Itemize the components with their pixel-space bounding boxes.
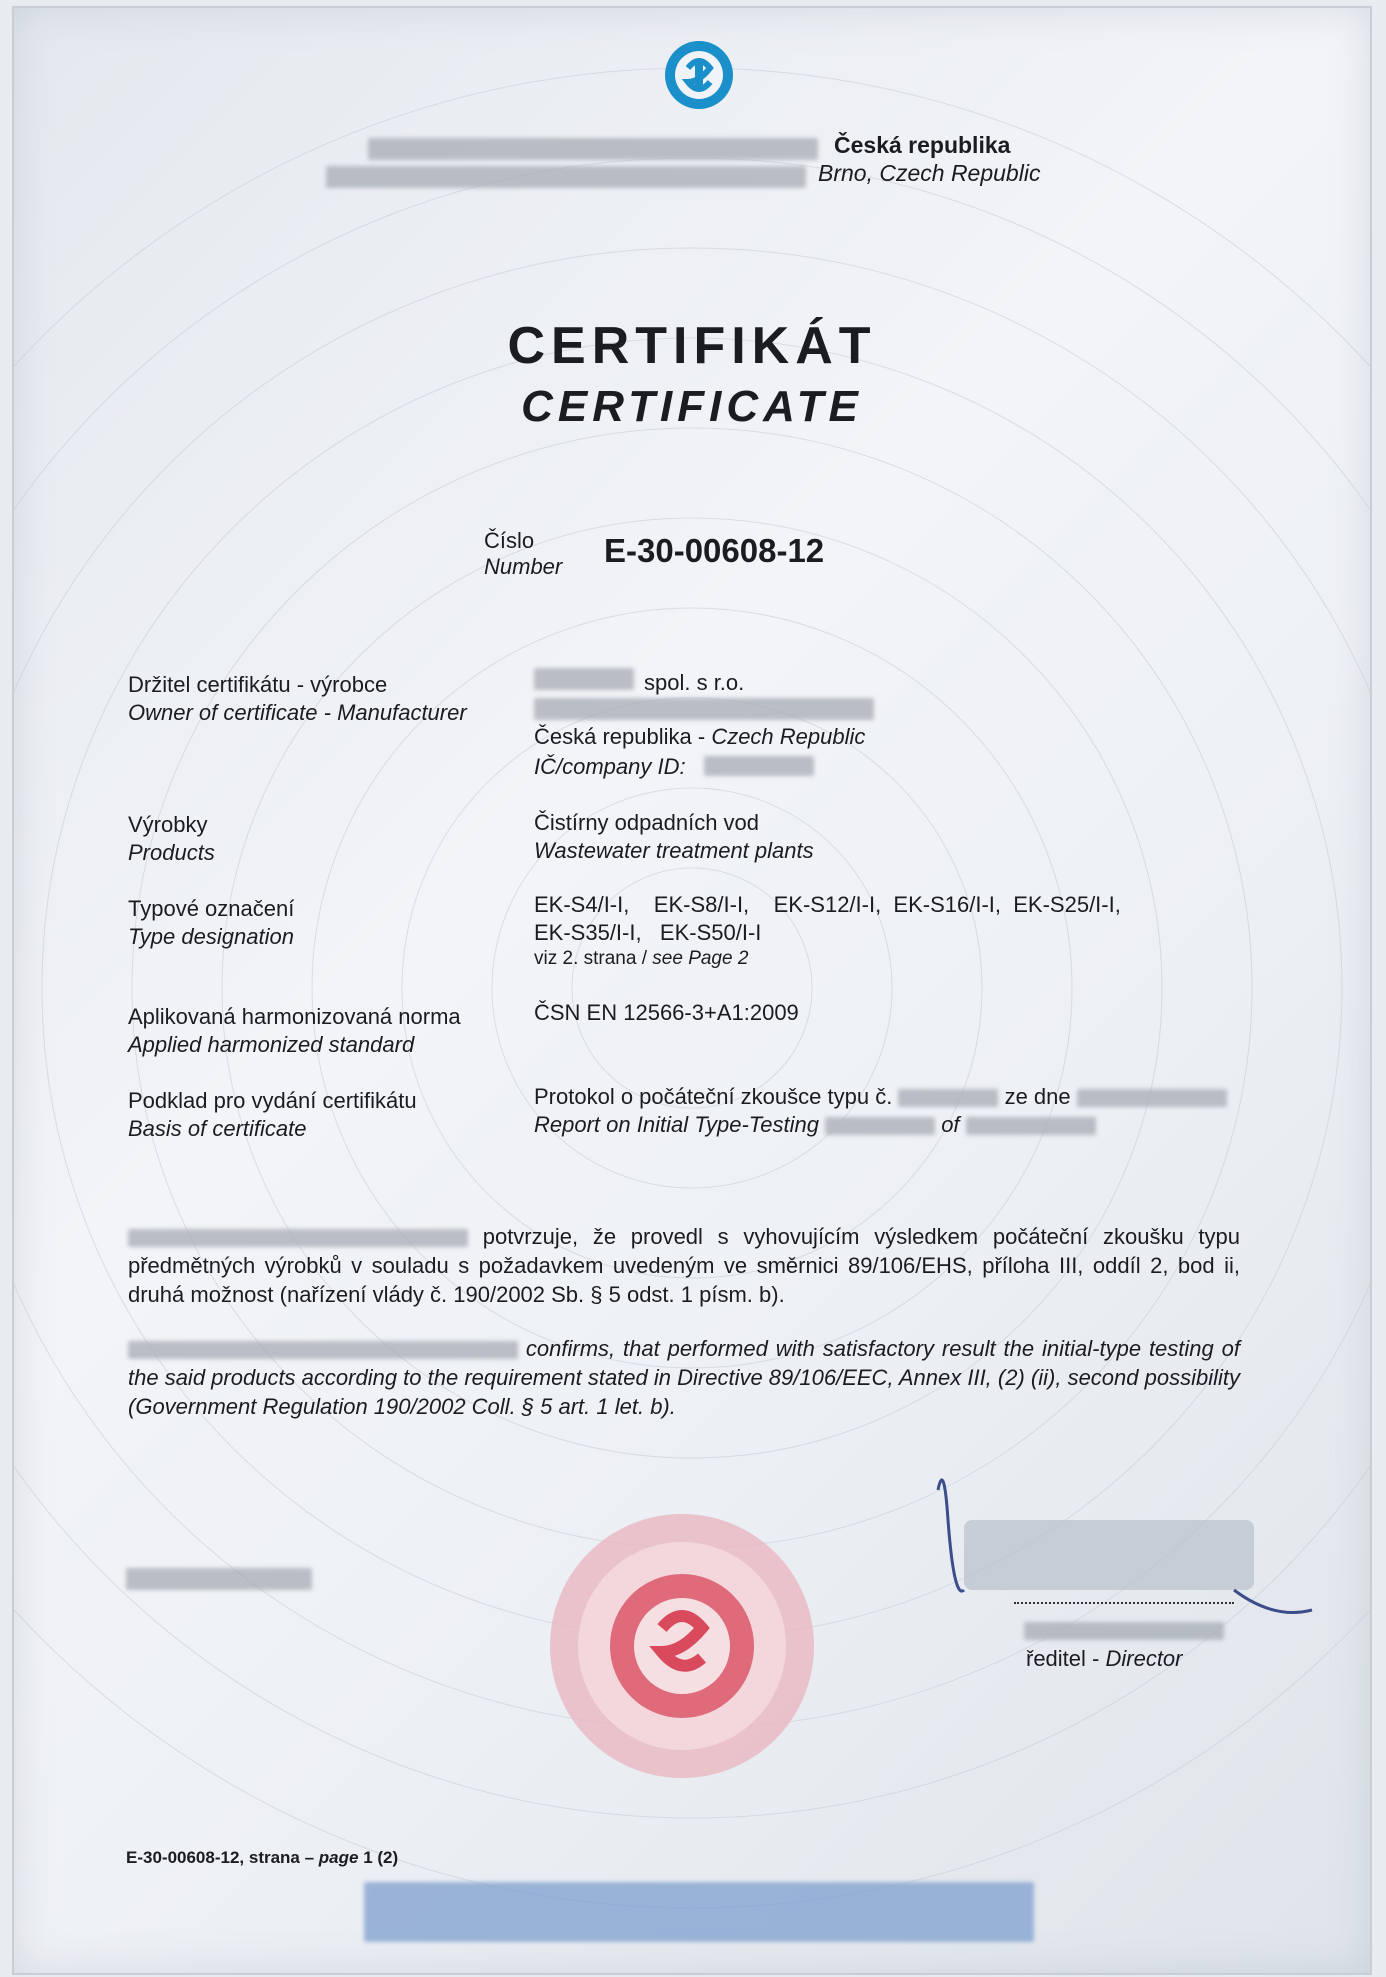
redacted-report-date [966,1117,1096,1135]
redacted-company-name [534,668,634,690]
redacted-company-id [704,756,814,776]
institute-logo-icon [662,38,736,112]
statement-czech [128,1222,1240,1309]
basis-report-text: Report on Initial Type-Testing [534,1112,819,1137]
title-english: CERTIFICATE [521,382,863,431]
type-line-2: EK-S35/I-I, EK-S50/I-I [534,920,762,945]
owner-label-czech: Držitel certifikátu - výrobce [128,672,388,697]
redacted-institute-address [326,166,806,188]
basis-protocol-text: Protokol o počáteční zkoušce typu č. [534,1084,893,1109]
standard-label-english: Applied harmonized standard [128,1032,415,1057]
certificate-page [12,6,1372,1975]
products-label-english: Products [128,840,215,865]
statement-english [128,1334,1240,1421]
director-signature-icon [934,1460,1314,1640]
type-label-english: Type designation [128,924,294,949]
products-label-czech: Výrobky [128,812,208,837]
basis-value-english [534,1112,1096,1138]
official-stamp-icon [544,1508,820,1784]
certificate-number: E-30-00608-12 [604,532,825,569]
products-value-czech: Čistírny odpadních vod [534,810,760,835]
footer-reference: E-30-00608-12, strana – [126,1848,315,1867]
redacted-protocol-date [1077,1089,1227,1107]
page-footer [126,1848,398,1868]
footer-page-number: 1 (2) [363,1848,399,1867]
type-label-czech: Typové označení [128,896,295,921]
redacted-protocol-number [898,1089,998,1107]
type-note-czech: viz 2. strana / [534,948,647,969]
basis-date-text: ze dne [1004,1084,1071,1109]
number-label-english: Number [484,554,563,579]
owner-label-english: Owner of certificate - Manufacturer [128,700,467,725]
company-id-label: IČ/company ID: [534,754,686,779]
type-note-english: see Page 2 [652,948,749,969]
basis-label-czech: Podklad pro vydání certifikátu [128,1088,417,1113]
redacted-institute-name [368,138,818,160]
type-note [534,948,748,970]
redacted-company-address [534,698,874,720]
redacted-place-date [126,1568,312,1590]
director-title-czech: ředitel - [1026,1646,1100,1671]
company-suffix: spol. s r.o. [644,670,745,695]
basis-value-czech [534,1084,1227,1110]
director-title [1026,1646,1183,1672]
basis-label-english: Basis of certificate [128,1116,307,1141]
redacted-director-name [1024,1622,1224,1640]
redacted-institute-name-inline [128,1229,468,1247]
redacted-bottom-band [364,1882,1034,1942]
redacted-report-number [825,1117,935,1135]
owner-country-english: Czech Republic [711,724,866,749]
footer-page-word: page [318,1848,359,1867]
director-title-english: Director [1105,1646,1183,1671]
standard-value: ČSN EN 12566-3+A1:2009 [534,1000,799,1025]
statement-english-text: confirms, that performed with satisfactory result the initial-type testing of the said products according to the requirement stated in Directive 89/106/EEC, Annex III, (2) (ii), second possibility (Government Regulation 190/2002 Coll. § 5 art. 1 let. b). [128,1336,1240,1419]
redacted-institute-name-inline-en [128,1341,518,1359]
signature-line [1014,1602,1234,1604]
header-city: Brno, Czech Republic [818,160,1041,186]
products-value-english: Wastewater treatment plants [534,838,814,863]
statement-czech-text: potvrzuje, že provedl s vyhovujícím výsledkem počáteční zkoušku typu předmětných výrobků v souladu s požadavkem uvedeným ve směrnici 89/106/EHS, příloha III, oddíl 2, bod ii, druhá možnost (nařízení vlády č. 190/2002 Sb. § 5 odst. 1 písm. b). [128,1224,1240,1307]
title-czech: CERTIFIKÁT [507,317,877,375]
type-line-1: EK-S4/I-I, EK-S8/I-I, EK-S12/I-I, EK-S16/I-I, EK-S25/I-I, [534,892,1121,917]
owner-country [534,724,865,750]
owner-country-czech: Česká republika - [534,724,706,749]
number-label-czech: Číslo [484,528,535,553]
basis-of-text: of [941,1112,960,1137]
standard-label-czech: Aplikovaná harmonizovaná norma [128,1004,461,1029]
header-country: Česká republika [834,132,1011,158]
